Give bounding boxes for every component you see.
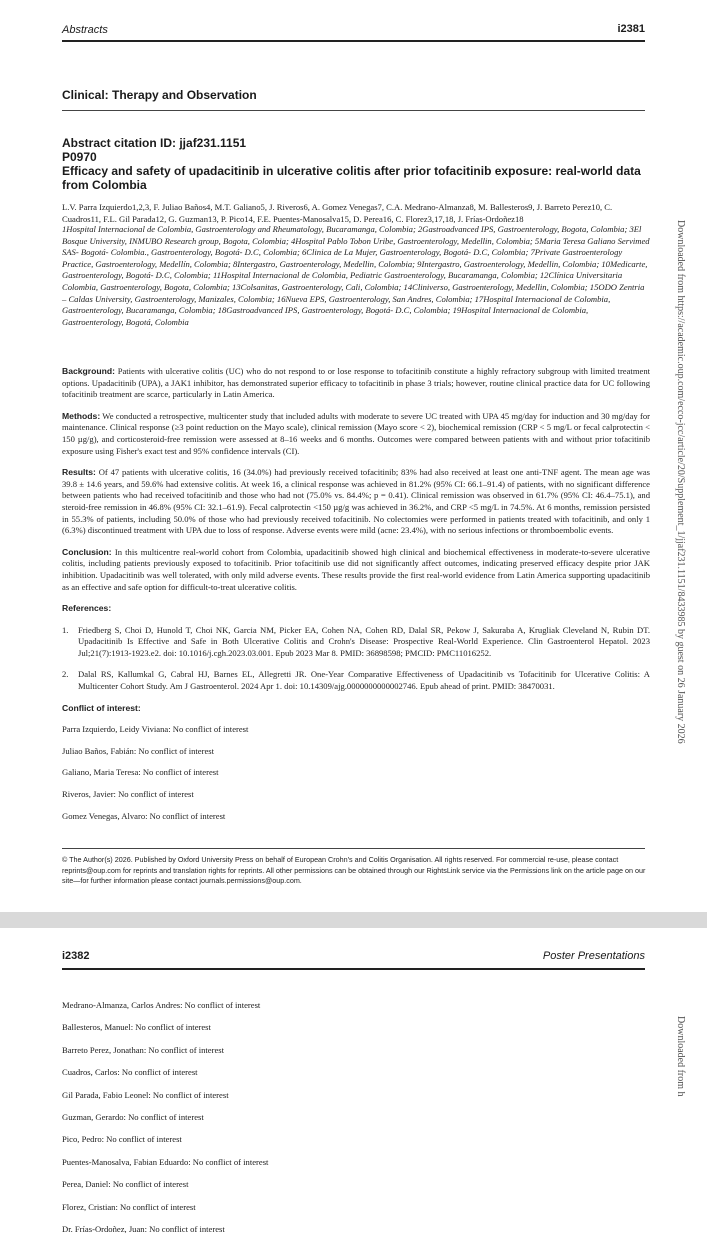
- coi-item: Gomez Venegas, Alvaro: No conflict of interest: [62, 810, 226, 821]
- reference-item: [62, 625, 650, 660]
- section-title: Clinical: Therapy and Observation: [62, 88, 257, 102]
- download-watermark: Downloaded from h: [675, 1016, 686, 1097]
- reference-item: [62, 669, 650, 692]
- abstract-title: Efficacy and safety of upadacitinib in ulcerative colitis after prior tofacitinib exposure: real-world data from Colombia: [62, 164, 641, 192]
- coi-item: Riveros, Javier: No conflict of interest: [62, 789, 194, 800]
- methods-label: Methods:: [62, 410, 101, 421]
- abstract-heading: [62, 136, 648, 192]
- coi-item: Medrano-Almanza, Carlos Andres: No conflict of interest: [62, 1000, 261, 1010]
- background-text: Patients with ulcerative colitis (UC) who do not respond to or lose response to tofacitinib constitute a highly refractory subgroup with limited treatment options. Upadacitinib (UPA), a JAK1 inhibitor, has demonstrated superior efficacy to tofacitinib in phase 3 trials; however, routine clinical practice data for UC following tofacitinib treatment are scarce, particularly in Latin America.: [62, 366, 651, 400]
- running-header-journal: Abstracts: [62, 24, 108, 36]
- poster-number: P0970: [62, 150, 97, 164]
- coi-item: Puentes-Manosalva, Fabian Eduardo: No conflict of interest: [62, 1156, 269, 1167]
- page-number: i2381: [617, 23, 645, 35]
- coi-item: Perea, Daniel: No conflict of interest: [62, 1179, 189, 1190]
- running-header-section: Poster Presentations: [542, 950, 645, 962]
- background-paragraph: [62, 366, 650, 401]
- methods-paragraph: [62, 411, 650, 457]
- download-watermark: Downloaded from https://academic.oup.com/ecco-jcc/article/20/Supplement_1/jjaf231.1151/8433985 by guest on 26 January 2026: [675, 220, 686, 744]
- results-label: Results:: [62, 467, 96, 478]
- coi-item: Parra Izquierdo, Leidy Viviana: No conflict of interest: [62, 724, 249, 735]
- coi-item: Florez, Cristian: No conflict of interest: [62, 1201, 196, 1212]
- results-paragraph: [62, 467, 650, 537]
- reference-text: Friedberg S, Choi D, Hunold T, Choi NK, Garcia NM, Picker EA, Cohen NA, Cohen RD, Dalal SR, Pekow J, Sakuraba A, Krugliak Cleveland N, Rubin DT. Upadacitinib Is Effective and Safe in Both Ulcerative Colitis and Crohn's Disease: Prospective Real-World Experience. Clin Gastroenterol Hepatol. 2023 Jul;21(7):1913-1923.e2. doi: 10.1016/j.cgh.2023.03.001. Epub 2023 Mar 8. PMID: 36898598; PMCID: PMC11016252.: [78, 624, 650, 658]
- coi-item: Juliao Baños, Fabián: No conflict of interest: [62, 745, 215, 756]
- reference-number: 1.: [62, 624, 69, 635]
- coi-item: Gil Parada, Fabio Leonel: No conflict of interest: [62, 1089, 229, 1100]
- methods-text: We conducted a retrospective, multicenter study that included adults with moderate to severe UC treated with UPA 45 mg/day for induction and 30 mg/day for maintenance. Clinical response (≥3 point reduction on the Mayo scale), clinical remission (Mayo score < 2), biochemical remission (CRP < 5 mg/L or fecal calprotectin < 150 µg/g), and corticosteroid-free remission were assessed at 8–16 weeks and 6 months. Outcomes were compared between patients with and without prior tofacitinib exposure using Fisher's exact test and 95% confidence intervals (CI).: [62, 410, 650, 456]
- page-2: [0, 928, 707, 1234]
- reference-text: Dalal RS, Kallumkal G, Cabral HJ, Barnes EL, Allegretti JR. One-Year Comparative Effectiveness of Upadacitinib vs Tofacitinib for Ulcerative Colitis: A Multicenter Cohort Study. Am J Gastroenterol. 2024 Apr 1. doi: 10.14309/ajg.0000000000002746. Epub ahead of print. PMID: 38470031.: [78, 669, 650, 692]
- abstract-body: [62, 366, 650, 832]
- conclusion-text: In this multicentre real-world cohort from Colombia, upadacitinib showed high clinical and biochemical effectiveness in moderate-to-severe ulcerative colitis, including patients previously exposed to tofacitinib. Prior tofacitinib use did not significantly affect outcomes, indicating preserved efficacy despite prior JAK inhibition. Upadacitinib was well tolerated, with only mild adverse events. These results provide the first real-world evidence from Latin America supporting upadacitinib as an effective and safe option for difficult-to-treat ulcerative colitis.: [62, 546, 650, 592]
- conclusion-paragraph: [62, 547, 650, 593]
- conclusion-label: Conclusion:: [62, 546, 112, 557]
- coi-continued-list: [62, 1000, 650, 1246]
- page-number: i2382: [62, 950, 90, 962]
- background-label: Background:: [62, 366, 115, 376]
- results-text: Of 47 patients with ulcerative colitis, 16 (34.0%) had previously received tofacitinib; 83% had also received at least one anti-TNF agent. The mean age was 39.8 ± 14.6 years, and 59.6% had extensive colitis. At week 16, a clinical response was achieved in 81.2% (95% CI: 66.1–91.4) of patients, with no significant difference between patients who had received tofacitinib and those who had not (75.0% vs. 84.4%; p = 0.41). Clinical remission was observed in 61.7% (95% CI: 46.4–75.1), and steroid-free remission in 46.8% (95% CI: 32.1–61.9). Fecal calprotectin <150 µg/g was achieved in 36.2%, and CRP <5 mg/L in 74.5%. At 6 months, remission persisted in 55.3% of patients, including 50.0% of those who had previously received tofacitinib. No colectomies were performed in patients treated with tofacitinib, and only 1 (6.3%) discontinued treatment with UPA due to loss of response. Adverse events were mild (acne: 23.4%), with no serious infections or thromboembolic events.: [62, 467, 650, 536]
- coi-item: Barreto Perez, Jonathan: No conflict of interest: [62, 1044, 225, 1055]
- coi-item: Galiano, Maria Teresa: No conflict of interest: [62, 767, 219, 778]
- references-label: References:: [62, 603, 112, 614]
- coi-item: Pico, Pedro: No conflict of interest: [62, 1134, 182, 1145]
- footer-rule: [62, 848, 645, 849]
- coi-item: Ballesteros, Manuel: No conflict of interest: [62, 1022, 211, 1033]
- author-list: L.V. Parra Izquierdo1,2,3, F. Juliao Baños4, M.T. Galiano5, J. Riveros6, A. Gomez Venegas7, C.A. Medrano-Almanza8, M. Ballesteros9, J. Barreto Perez10, C. Cuadros11, F.L. Gil Parada12, G. Guzman13, P. Pico14, F.E. Puentes-Manosalva15, D. Perea16, C. Florez3,17,18, J. Frías-Ordoñez18: [62, 202, 613, 224]
- page-gap: [0, 912, 707, 928]
- citation-id: Abstract citation ID: jjaf231.1151: [62, 136, 247, 150]
- coi-item: Dr. Frías-Ordoñez, Juan: No conflict of interest: [62, 1223, 225, 1234]
- header-rule: [62, 40, 645, 42]
- conflict-of-interest-label: Conflict of interest:: [62, 702, 141, 713]
- section-rule: [62, 110, 645, 111]
- affiliations: 1Hospital Internacional de Colombia, Gastroenterology and Rheumatology, Bucaramanga, Colombia; 2Gastroadvanced IPS, Gastroenterology, Bogota, Colombia; 3El Bosque University, INMUBO Research group, Bogota, Colombia; 4Hospital Pablo Tobon Uribe, Gastroenterology, Medellin, Colombia; 5Maria Teresa Galiano Servimed SAS- Bogotá- Colombia., Gastroenterology, Bogotá- D.C, Colombia; 6Clinica de La Mujer, Gastroenterology, Bogotá- D.C, Colombia; 7Private Gastroenterology Practice, Gastroenterology, Medellín, Colombia; 8Intergastro, Gastroenterology, Medellin, Colombia; 9Intergastro, Gastroenterology, Medellin, Colombia; 10Medicarte, Gastroenterology, Bogotá- D.C, Colombia; 11Hospital Internacional de Colombia, Pediatric Gastroenterology, Bucaramanga, Colombia; 12Clínica Universitaria Colombia, Gastroenterology, Bogota, Colombia; 13Colsanitas, Gastroenterology, Cali, Colombia; 14Cliniverso, Gastroenterology, Medellin, Colombia; 15ODO Zentria – Caldas University, Gastroenterology, Manizales, Colombia; 16Nueva EPS, Gastroenterology, San Andres, Colombia; 17Hospital Internacional de Colombia, Gastroenterology, Bucaramanga, Colombia; 18Gastroadvanced IPS, Gastroenterology, Bogotá- D.C, Colombia; 19Hospital Internacional de Colombia, Gastroenterology, Bogotá, Colombia: [62, 224, 650, 327]
- copyright-footer: © The Author(s) 2026. Published by Oxford University Press on behalf of European Crohn's and Colitis Organisation. All rights reserved. For commercial re-use, please contact reprints@oup.com for reprints and translation rights for reprints. All other permissions can be obtained through our RightsLink service via the Permissions link on the article page on our site—for further information please contact journals.permissions@oup.com.: [62, 855, 646, 885]
- coi-item: Guzman, Gerardo: No conflict of interest: [62, 1111, 204, 1122]
- header-rule: [62, 968, 645, 970]
- reference-number: 2.: [62, 669, 69, 680]
- coi-item: Cuadros, Carlos: No conflict of interest: [62, 1067, 198, 1078]
